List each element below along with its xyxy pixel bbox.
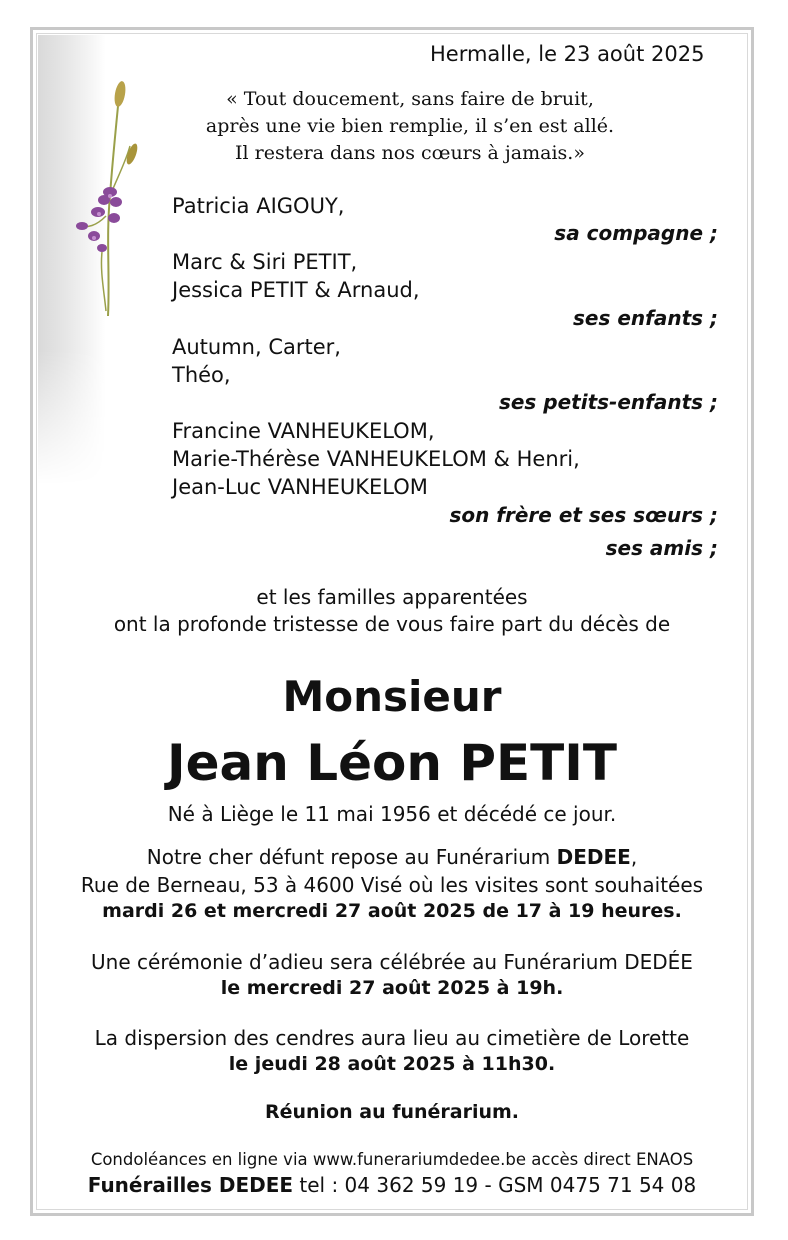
dispersion-line-2: le jeudi 28 août 2025 à 11h30. (228, 1053, 556, 1075)
family-name: Jessica PETIT & Arnaud, (172, 278, 420, 302)
quote-line-2: après une vie bien remplie, il s’en est allé. (205, 115, 615, 137)
visitation-punct: , (630, 845, 638, 869)
birth-death: Né à Liège le 11 mai 1956 et décédé ce jour. (167, 802, 617, 826)
friends-relation: ses amis ; (605, 536, 718, 560)
contact-numbers: tel : 04 362 59 19 - GSM 0475 71 54 08 (293, 1173, 697, 1197)
family-relation: sa compagne ; (554, 221, 718, 245)
condolences-line: Condoléances en ligne via www.funerariumdedee.be accès direct ENAOS (90, 1150, 694, 1169)
ceremony-line-2: le mercredi 27 août 2025 à 19h. (220, 977, 564, 999)
visitation-text: Notre cher défunt repose au Funérarium (146, 845, 557, 869)
visitation-line-2: Rue de Berneau, 53 à 4600 Visé où les visites sont souhaitées (80, 873, 704, 897)
visitation-line-3: mardi 26 et mercredi 27 août 2025 de 17 à 19 heures. (102, 900, 682, 922)
visitation-line-1 (36, 845, 748, 869)
funeral-home-name: DEDEE (556, 845, 631, 869)
family-relation: ses petits-enfants ; (498, 390, 718, 414)
quote-line-1: « Tout doucement, sans faire de bruit, (226, 88, 594, 110)
place-date: Hermalle, le 23 août 2025 (430, 42, 705, 66)
reunion-note: Réunion au funérarium. (264, 1101, 520, 1123)
family-name: Patricia AIGOUY, (172, 194, 345, 218)
family-relation: ses enfants ; (573, 306, 718, 330)
family-name: Jean-Luc VANHEUKELOM (172, 475, 428, 499)
announcement-line-1: et les familles apparentées (256, 585, 528, 609)
family-relation: son frère et ses sœurs ; (449, 503, 718, 527)
announcement-line-2: ont la profonde tristesse de vous faire part du décès de (113, 612, 671, 636)
family-name: Autumn, Carter, (172, 335, 341, 359)
dispersion-line-1: La dispersion des cendres aura lieu au cimetière de Lorette (94, 1026, 690, 1050)
ceremony-line-1: Une cérémonie d’adieu sera célébrée au Funérarium DEDÉE (91, 950, 693, 974)
family-name: Théo, (172, 363, 231, 387)
family-name: Marc & Siri PETIT, (172, 250, 358, 274)
violet-flower-icon (66, 76, 146, 316)
family-name: Francine VANHEUKELOM, (172, 419, 435, 443)
quote-line-3: Il restera dans nos cœurs à jamais.» (235, 142, 585, 164)
deceased-title: Monsieur (282, 672, 502, 721)
contact-line (36, 1173, 748, 1197)
family-name: Marie-Thérèse VANHEUKELOM & Henri, (172, 447, 580, 471)
company-name: Funérailles DEDEE (87, 1173, 294, 1197)
deceased-name: Jean Léon PETIT (167, 734, 617, 792)
